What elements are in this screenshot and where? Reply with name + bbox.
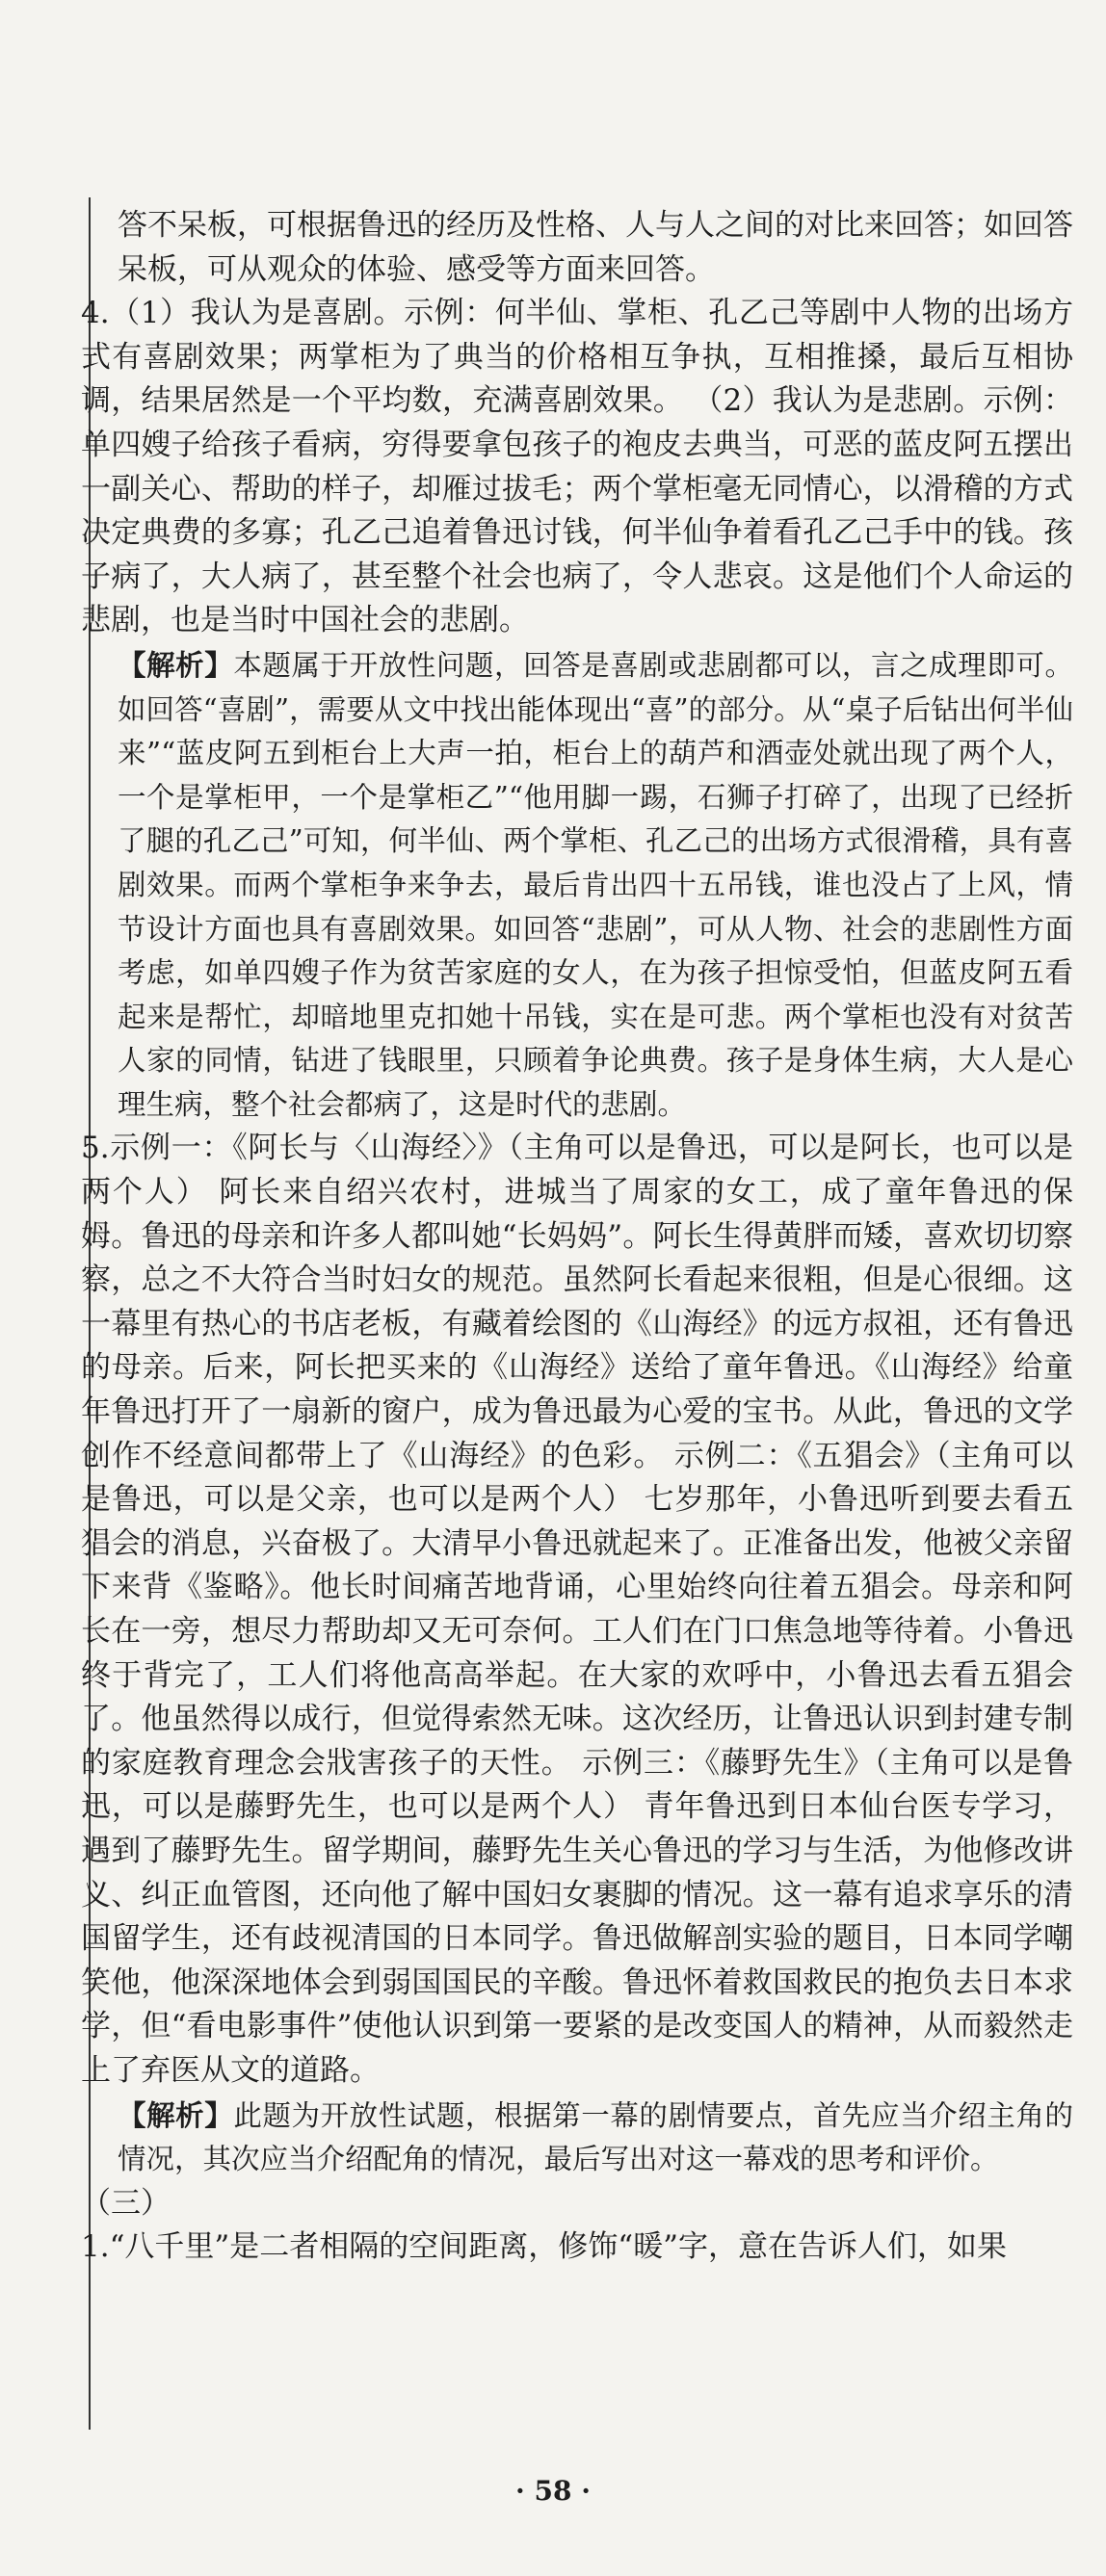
- analysis-label: 【解析】: [118, 2097, 234, 2132]
- q3-answer-tail: 答不呆板，可根据鲁迅的经历及性格、人与人之间的对比来回答；如回答呆板，可从观众的体验、感受等方面来回答。: [118, 208, 1073, 287]
- q5-analysis-text: 此题为开放性试题，根据第一幕的剧情要点，首先应当介绍主角的情况，其次应当介绍配角的情况，最后写出对这一幕戏的思考和评价。: [118, 2098, 1073, 2176]
- section-three-heading: （三）: [81, 2185, 171, 2221]
- page-number: · 58 ·: [515, 2475, 591, 2507]
- q5-analysis: [81, 2094, 1073, 2182]
- q4-answer: 4.（1）我认为是喜剧。示例：何半仙、掌柜、孔乙己等剧中人物的出场方式有喜剧效果；两掌柜为了典当的价格相互争执，互相推搡，最后互相协调，结果居然是一个平均数，充满喜剧效果。 （2）我认为是悲剧。示例：单四嫂子给孩子看病，穷得要拿包孩子的袍皮去典当，可恶的蓝皮阿五摆出一副关心、帮助的样子，却雁过拔毛；两个掌柜毫无同情心，以滑稽的方式决定典费的多寡；孔乙己追着鲁迅讨钱，何半仙争着看孔乙己手中的钱。孩子病了，大人病了，甚至整个社会也病了，令人悲哀。这是他们个人命运的悲剧，也是当时中国社会的悲剧。: [81, 296, 1073, 638]
- q4-analysis: [81, 643, 1073, 1128]
- q4-analysis-text: 本题属于开放性问题，回答是喜剧或悲剧都可以，言之成理即可。如回答“喜剧”，需要从文中找出能体现出“喜”的部分。从“桌子后钻出何半仙来”“蓝皮阿五到柜台上大声一拍，柜台上的葫芦和酒壶处就出现了两个人，一个是掌柜甲，一个是掌柜乙”“他用脚一踢，石狮子打碎了，出现了已经折了腿的孔乙己”可知，何半仙、两个掌柜、孔乙己的出场方式很滑稽，具有喜剧效果。而两个掌柜争来争去，最后肯出四十五吊钱，谁也没占了上风，情节设计方面也具有喜剧效果。如回答“悲剧”，可从人物、社会的悲剧性方面考虑，如单四嫂子作为贫苦家庭的女人，在为孩子担惊受怕，但蓝皮阿五看起来是帮忙，却暗地里克扣她十吊钱，实在是可悲。两个掌柜也没有对贫苦人家的同情，钻进了钱眼里，只顾着争论典费。孩子是身体生病，大人是心理生病，整个社会都病了，这是时代的悲剧。: [118, 648, 1073, 1121]
- s3-q1-answer: 1.“八千里”是二者相隔的空间距离，修饰“暖”字，意在告诉人们，如果: [81, 2229, 1007, 2265]
- analysis-label: 【解析】: [118, 647, 234, 682]
- q5-answer: 5.示例一：《阿长与〈山海经〉》（主角可以是鲁迅，可以是阿长，也可以是两个人） 阿长来自绍兴农村，进城当了周家的女工，成了童年鲁迅的保姆。鲁迅的母亲和许多人都叫她“长妈妈”。阿长生得黄胖而矮，喜欢切切察察，总之不大符合当时妇女的规范。虽然阿长看起来很粗，但是心很细。这一幕里有热心的书店老板，有藏着绘图的《山海经》的远方叔祖，还有鲁迅的母亲。后来，阿长把买来的《山海经》送给了童年鲁迅。《山海经》给童年鲁迅打开了一扇新的窗户，成为鲁迅最为心爱的宝书。从此，鲁迅的文学创作不经意间都带上了《山海经》的色彩。 示例二：《五猖会》（主角可以是鲁迅，可以是父亲，也可以是两个人） 七岁那年，小鲁迅听到要去看五猖会的消息，兴奋极了。大清早小鲁迅就起来了。正准备出发，他被父亲留下来背《鉴略》。他长时间痛苦地背诵，心里始终向往着五猖会。母亲和阿长在一旁，想尽力帮助却又无可奈何。工人们在门口焦急地等待着。小鲁迅终于背完了，工人们将他高高举起。在大家的欢呼中，小鲁迅去看五猖会了。他虽然得以成行，但觉得索然无味。这次经历，让鲁迅认识到封建专制的家庭教育理念会戕害孩子的天性。 示例三：《藤野先生》（主角可以是鲁迅，可以是藤野先生，也可以是两个人） 青年鲁迅到日本仙台医专学习，遇到了藤野先生。留学期间，藤野先生关心鲁迅的学习与生活，为他修改讲义、纠正血管图，还向他了解中国妇女裹脚的情况。这一幕有追求享乐的清国留学生，还有歧视清国的日本同学。鲁迅做解剖实验的题目，日本同学嘲笑他，他深深地体会到弱国国民的辛酸。鲁迅怀着救国救民的抱负去日本求学，但“看电影事件”使他认识到第一要紧的是改变国人的精神，从而毅然走上了弃医从文的道路。: [81, 1131, 1073, 2088]
- answer-content: [81, 204, 1073, 2270]
